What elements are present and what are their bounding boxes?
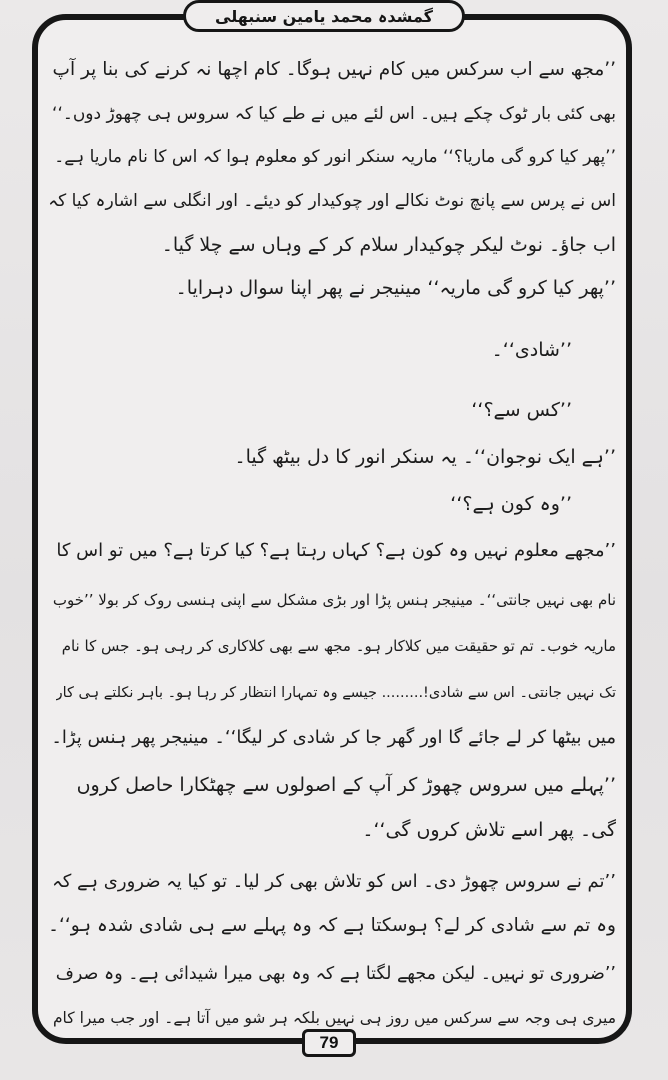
- text-line-17: گی۔ پھر اسے تلاش کروں گی‘‘۔: [362, 819, 616, 841]
- text-line-3: ’’پھر کیا کرو گی ماریا؟‘‘ ماریہ سنکر انور کو معلوم ہوا کہ اس کا نام ماریا ہے۔: [54, 147, 616, 167]
- text-line-21: میری ہی وجہ سے سرکس میں روز ہی نہیں بلکہ ہر شو میں آتا ہے۔ اور جب میرا کام: [52, 1009, 616, 1027]
- text-line-12: نام بھی نہیں جانتی‘‘۔ مینیجر ہنس پڑا اور بڑی مشکل سے اپنی ہنسی روک کر بولا ’’خوب: [52, 591, 616, 609]
- text-line-11: ’’مجھے معلوم نہیں وہ کون ہے؟ کہاں رہتا ہے؟ کیا کرتا ہے؟ میں تو اس کا: [56, 540, 616, 561]
- text-line-14: تک نہیں جانتی۔ اس سے شادی!......... جیسے وہ تمہارا انتظار کر رہا ہو۔ باہر نکلتے ہی کار: [55, 685, 616, 701]
- text-line-19: وہ تم سے شادی کر لے؟ ہوسکتا ہے کہ وہ پہلے سے ہی شادی شدہ ہو‘‘۔: [48, 915, 616, 936]
- text-line-5: اب جاؤ۔ نوٹ لیکر چوکیدار سلام کر کے وہاں سے چلا گیا۔: [161, 234, 616, 256]
- text-line-6: ’’پھر کیا کرو گی ماریہ‘‘ مینیجر نے پھر اپنا سوال دہرایا۔: [175, 277, 616, 299]
- text-line-16: ’’پہلے میں سروس چھوڑ کر آپ کے اصولوں سے چھٹکارا حاصل کروں: [76, 774, 616, 796]
- text-line-10: ’’وہ کون ہے؟‘‘: [450, 493, 572, 515]
- running-header: [183, 0, 465, 32]
- text-line-13: ماریہ خوب۔ تم تو حقیقت میں کلاکار ہو۔ مجھ سے بھی کلاکاری کر رہی ہو۔ جس کا نام: [61, 637, 616, 655]
- text-line-9: ’’ہے ایک نوجوان‘‘۔ یہ سنکر انور کا دل بیٹھ گیا۔: [234, 446, 616, 468]
- page-number-box: [302, 1029, 356, 1057]
- page-number: 79: [319, 1033, 339, 1052]
- text-line-15: میں بیٹھا کر لے جائے گا اور گھر جا کر شادی کر لیگا‘‘۔ مینیجر پھر ہنس پڑا۔: [51, 727, 616, 748]
- text-line-1: ’’مجھ سے اب سرکس میں کام نہیں ہوگا۔ کام اچھا نہ کرنے کی بنا پر آپ: [52, 59, 616, 80]
- text-line-4: اس نے پرس سے پانچ نوٹ نکالے اور چوکیدار کو دیئے۔ اور انگلی سے اشارہ کیا کہ: [48, 191, 616, 211]
- text-line-8: ’’کس سے؟‘‘: [471, 399, 572, 421]
- text-line-20: ’’ضروری تو نہیں۔ لیکن مجھے لگتا ہے کہ وہ بھی میرا شیدائی ہے۔ وہ صرف: [55, 964, 616, 984]
- text-line-18: ’’تم نے سروس چھوڑ دی۔ اس کو تلاش بھی کر لیا۔ تو کیا یہ ضروری ہے کہ: [52, 871, 616, 892]
- text-line-7: ’’شادی‘‘۔: [491, 339, 572, 361]
- text-line-2: بھی کئی بار ٹوک چکے ہیں۔ اس لئے میں نے طے کیا کہ سروس ہی چھوڑ دوں۔‘‘: [52, 104, 616, 124]
- header-title: گمشدہ محمد یامین سنبھلی: [215, 6, 433, 26]
